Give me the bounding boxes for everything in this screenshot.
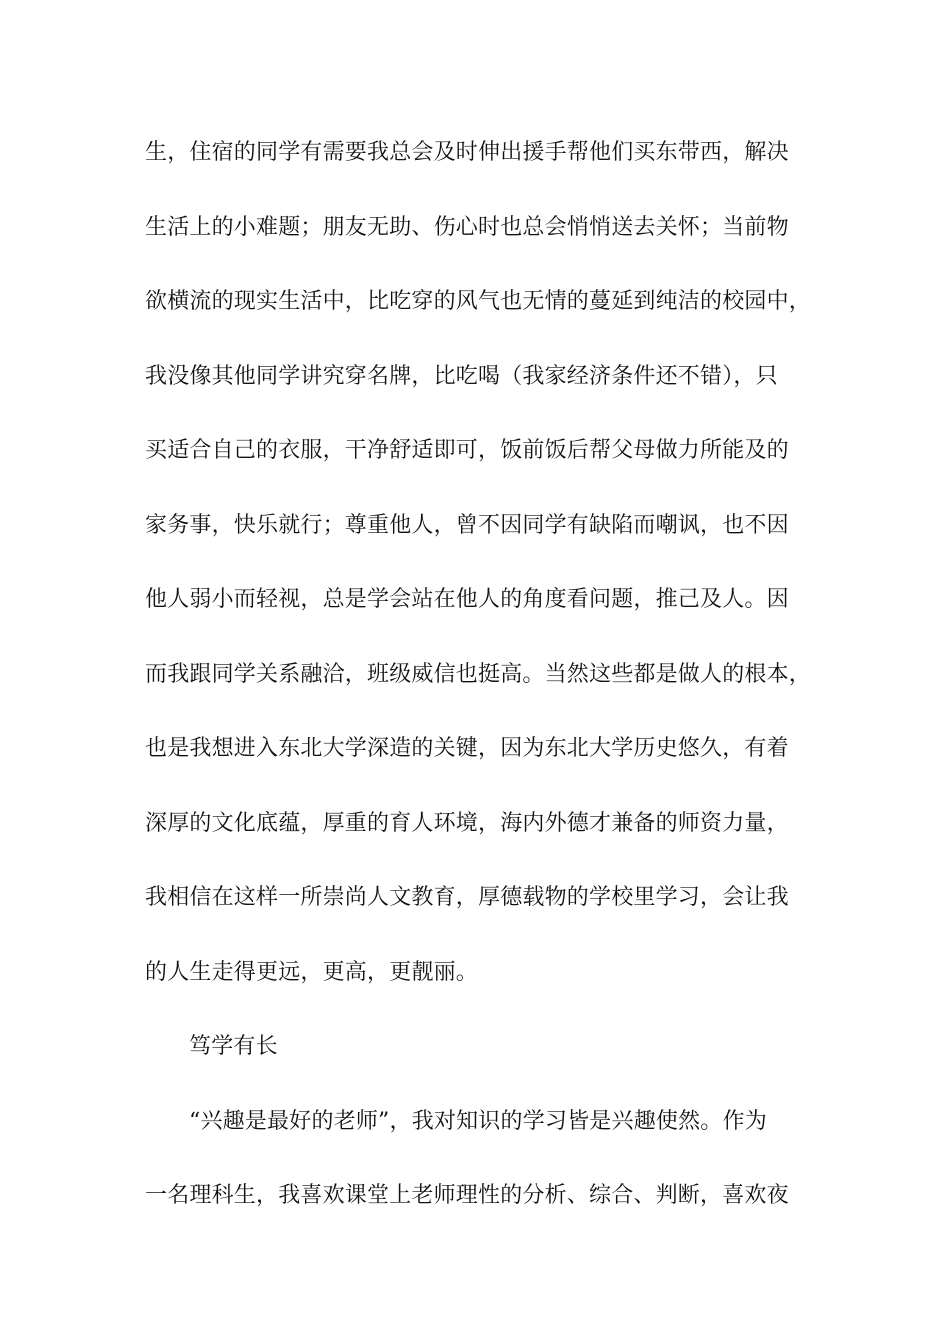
section-heading: 笃学有长 (189, 1034, 278, 1059)
body-text (145, 128, 835, 1246)
text-line: 买适合自己的衣服，干净舒适即可，饭前饭后帮父母做力所能及的 (145, 438, 789, 463)
text-line: 深厚的文化底蕴，厚重的育人环境，海内外德才兼备的师资力量， (145, 810, 789, 836)
text-line: 他人弱小而轻视，总是学会站在他人的角度看问题，推己及人。因 (145, 587, 789, 612)
text-line: 欲横流的现实生活中，比吃穿的风气也无情的蔓延到纯洁的校园中， (145, 289, 812, 314)
text-line: 我没像其他同学讲究穿名牌，比吃喝（我家经济条件还不错），只 (145, 363, 778, 389)
text-line: “兴趣是最好的老师”，我对知识的学习皆是兴趣使然。作为 (189, 1108, 767, 1134)
text-line: 也是我想进入东北大学深造的关键，因为东北大学历史悠久，有着 (145, 736, 789, 761)
text-line: 的人生走得更远，更高，更靓丽。 (145, 959, 479, 985)
text-line: 生，住宿的同学有需要我总会及时伸出援手帮他们买东带西，解决 (145, 140, 789, 165)
text-line: 而我跟同学关系融洽，班级威信也挺高。当然这些都是做人的根本， (145, 661, 812, 687)
text-line: 家务事，快乐就行；尊重他人，曾不因同学有缺陷而嘲讽，也不因 (145, 512, 789, 538)
text-line: 生活上的小难题；朋友无助、伤心时也总会悄悄送去关怀；当前物 (145, 214, 789, 240)
text-line: 我相信在这样一所崇尚人文教育，厚德载物的学校里学习，会让我 (145, 885, 789, 910)
text-line: 一名理科生，我喜欢课堂上老师理性的分析、综合、判断，喜欢夜 (145, 1183, 789, 1208)
